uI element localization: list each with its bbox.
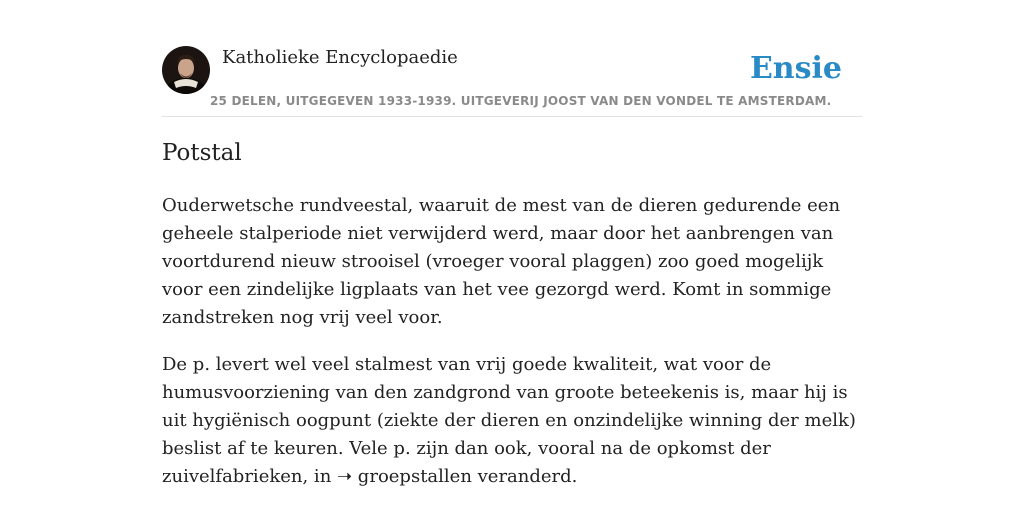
article-paragraph: Ouderwetsche rundveestal, waaruit de mest van de dieren gedurende een geheele stalperiode niet verwijderd werd, maar door het aanbrengen van voortdurend nieuw strooisel (vroeger vooral plaggen) zoo goed mogelijk voor een zindelijke ligplaats van het vee gezorgd werd. Komt in sommige zandstreken nog vrij veel voor. [162, 195, 841, 328]
brand-logo[interactable]: Ensie [749, 51, 842, 86]
article-body [162, 192, 862, 510]
article-title: Potstal [162, 140, 242, 166]
portrait-image [162, 46, 210, 94]
source-subtitle: 25 DELEN, UITGEGEVEN 1933-1939. UITGEVERIJ JOOST VAN DEN VONDEL TE AMSTERDAM. [210, 94, 832, 108]
source-title[interactable]: Katholieke Encyclopaedie [222, 47, 458, 68]
source-header [162, 46, 862, 117]
article-paragraph: De p. levert wel veel stalmest van vrij goede kwaliteit, wat voor de humusvoorziening van den zandgrond van groote beteekenis is, maar hij is uit hygiënisch oogpunt (ziekte der dieren en onzindelijke winning der melk) beslist af te keuren. Vele p. zijn dan ook, vooral na de opkomst der zuivelfabrieken, in ➝ groepstallen veranderd. [162, 354, 856, 487]
avatar[interactable] [162, 46, 210, 94]
